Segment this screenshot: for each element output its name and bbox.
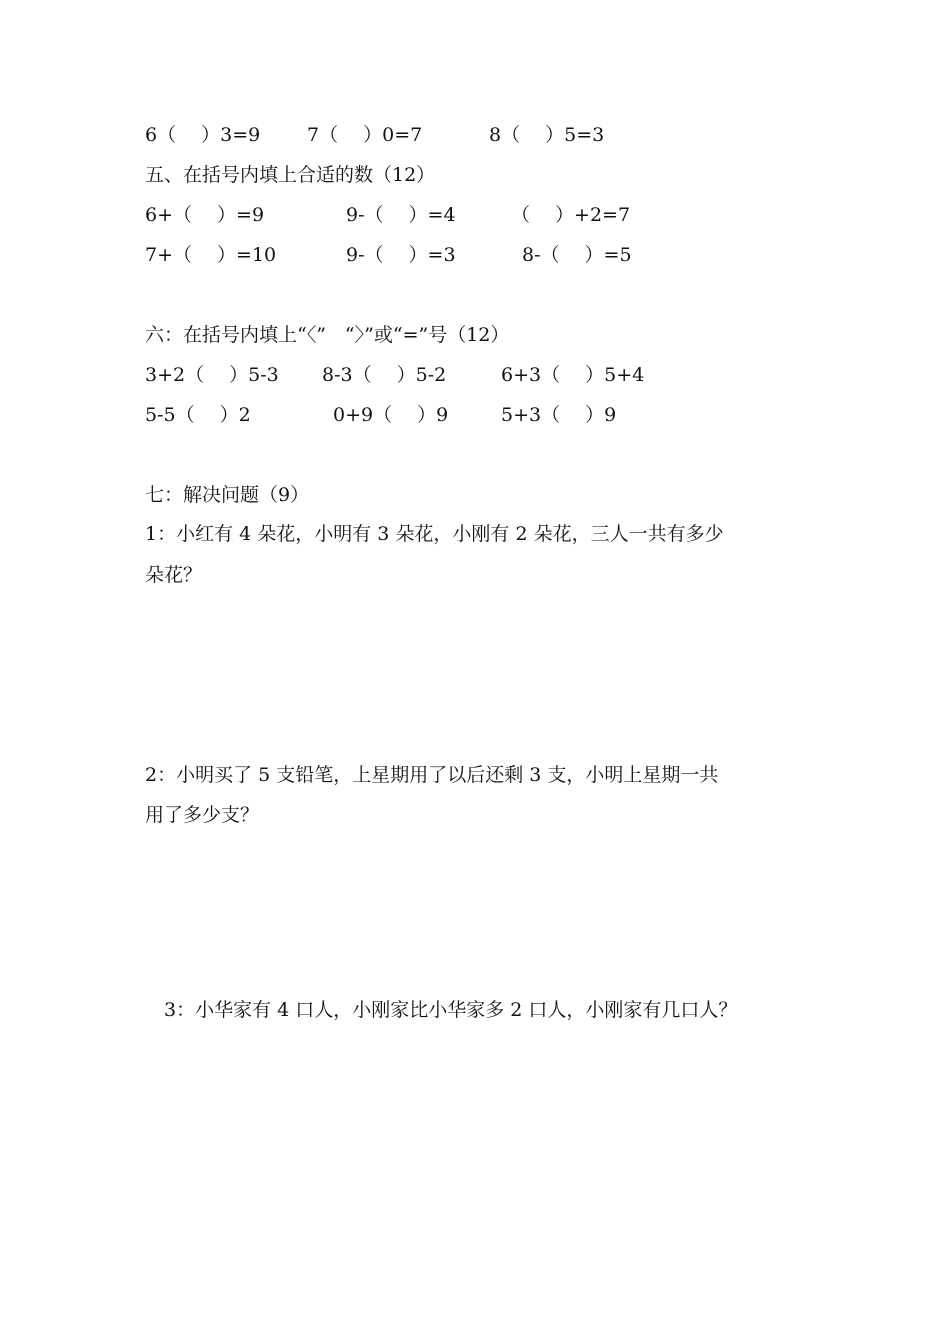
equation-item: 9-（ ）=3 [346, 244, 456, 266]
comparison-item: 5+3（ ）9 [501, 404, 617, 426]
equation-item: 6（ ）3=9 [145, 124, 261, 146]
section6-row-2 [145, 403, 845, 427]
section6-title: 六：在括号内填上“〈” “〉”或“=”号（12） [145, 324, 510, 346]
comparison-item: 5-5（ ）2 [145, 404, 251, 426]
equation-item: （ ）+2=7 [511, 204, 631, 226]
question-2-line-1: 2：小明买了 5 支铅笔，上星期用了以后还剩 3 支，小明上星期一共 [145, 764, 719, 786]
question-1-line-2: 朵花？ [145, 564, 203, 586]
comparison-item: 3+2（ ）5-3 [145, 364, 279, 386]
section5-row-1 [145, 203, 845, 227]
section5-title: 五、在括号内填上合适的数（12） [145, 164, 436, 186]
section5-row-2 [145, 243, 845, 267]
section4-row [145, 123, 845, 147]
equation-item: 7+（ ）=10 [145, 244, 277, 266]
equation-item: 6+（ ）=9 [145, 204, 265, 226]
equation-item: 7（ ）0=7 [307, 124, 423, 146]
comparison-item: 0+9（ ）9 [333, 404, 449, 426]
section6-row-1 [145, 363, 845, 387]
question-2-line-2: 用了多少支？ [145, 804, 260, 826]
equation-item: 8（ ）5=3 [489, 124, 605, 146]
question-3: 3：小华家有 4 口人，小刚家比小华家多 2 口人，小刚家有几口人？ [164, 999, 738, 1021]
section7-title: 七：解决问题（9） [145, 484, 310, 506]
comparison-item: 8-3（ ）5-2 [322, 364, 447, 386]
equation-item: 9-（ ）=4 [346, 204, 456, 226]
equation-item: 8-（ ）=5 [522, 244, 632, 266]
comparison-item: 6+3（ ）5+4 [501, 364, 645, 386]
question-1-line-1: 1：小红有 4 朵花，小明有 3 朵花，小刚有 2 朵花，三人一共有多少 [145, 523, 724, 545]
